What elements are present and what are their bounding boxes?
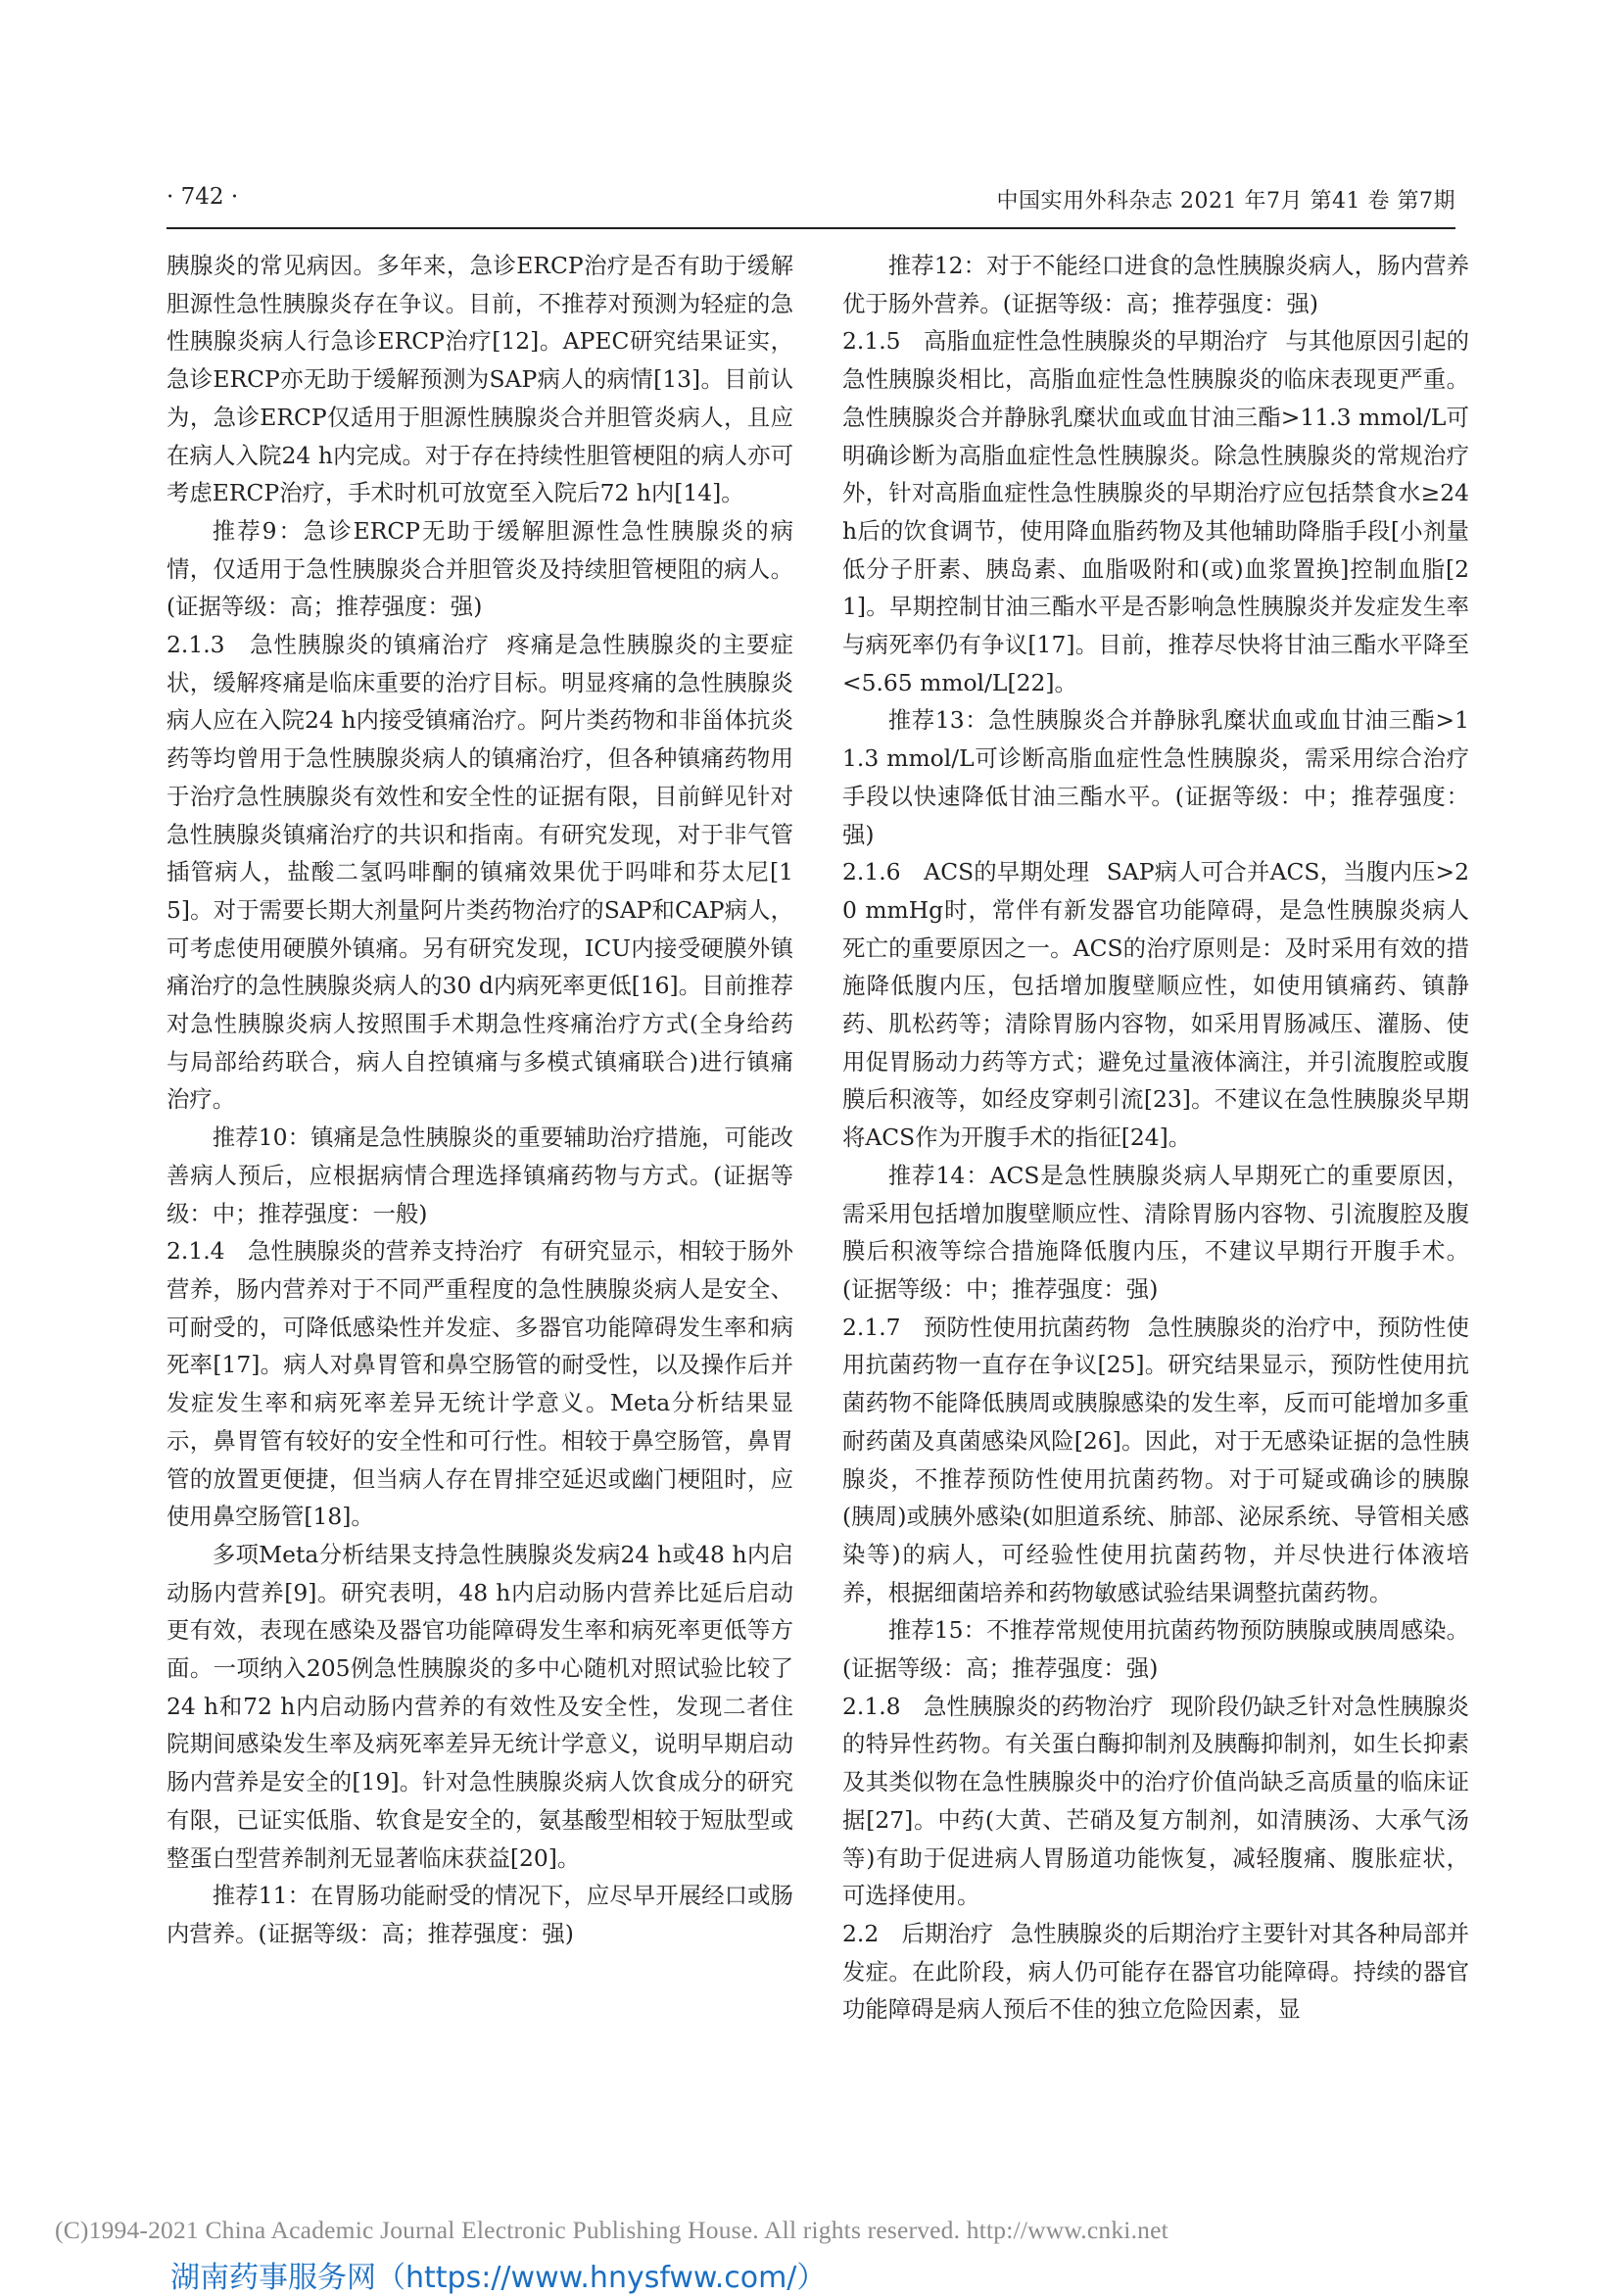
- section-body: 有研究显示，相较于肠外营养，肠内营养对于不同严重程度的急性胰腺炎病人是安全、可耐受的，可降低感染性并发症、多器官功能障碍发生率和病死率[17]。病人对鼻胃管和鼻空肠管的耐受性，以及操作后并发症发生率和病死率差异无统计学意义。Meta分析结果显示，鼻胃管有较好的安全性和可行性。相较于鼻空肠管，鼻胃管的放置更便捷，但当病人存在胃排空延迟或幽门梗阻时，应使用鼻空肠管[18]。: [167, 1237, 794, 1531]
- section-body: 急性胰腺炎的治疗中，预防性使用抗菌药物一直存在争议[25]。研究结果显示，预防性使用抗菌药物不能降低胰周或胰腺感染的发生率，反而可能增加多重耐药菌及真菌感染风险[26]。因此，对于无感染证据的急性胰腺炎，不推荐预防性使用抗菌药物。对于可疑或确诊的胰腺(胰周)或胰外感染(如胆道系统、肺部、泌尿系统、导管相关感染等)的病人，可经验性使用抗菌药物，并尽快进行体液培养，根据细菌培养和药物敏感试验结果调整抗菌药物。: [842, 1313, 1470, 1606]
- section-2-1-4: [167, 1232, 793, 1536]
- journal-citation: 中国实用外科杂志 2021 年7月 第41 卷 第7期: [996, 189, 1455, 214]
- recommendation-15: 推荐15：不推荐常规使用抗菌药物预防胰腺或胰周感染。(证据等级：高；推荐强度：强): [842, 1616, 1469, 1683]
- recommendation-14: 推荐14：ACS是急性胰腺炎病人早期死亡的重要原因，需采用包括增加腹壁顺应性、清除胃肠内容物、引流腹腔及腹膜后积液等综合措施降低腹内压，不建议早期行开腹手术。(证据等级：中；推荐强度：强): [842, 1161, 1469, 1303]
- section-2-1-5: [842, 322, 1469, 701]
- section-2-1-3: [167, 626, 793, 1119]
- recommendation-10: 推荐10：镇痛是急性胰腺炎的重要辅助治疗措施，可能改善病人预后，应根据病情合理选择镇痛药物与方式。(证据等级：中；推荐强度：一般): [167, 1124, 793, 1227]
- section-body: 现阶段仍缺乏针对急性胰腺炎的特异性药物。有关蛋白酶抑制剂及胰酶抑制剂，如生长抑素及其类似物在急性胰腺炎中的治疗价值尚缺乏高质量的临床证据[27]。中药(大黄、芒硝及复方制剂，如清胰汤、大承气汤等)有助于促进病人胃肠道功能恢复，减轻腹痛、腹胀症状，可选择使用。: [842, 1692, 1469, 1910]
- section-heading: 2.2 后期治疗: [842, 1919, 994, 1947]
- copyright-notice: (C)1994-2021 China Academic Journal Electronic Publishing House. All rights reserved. http://www.cnki.net: [55, 2216, 1168, 2244]
- recommendation-11: 推荐11：在胃肠功能耐受的情况下，应尽早开展经口或肠内营养。(证据等级：高；推荐强度：强): [167, 1882, 793, 1947]
- running-header: [167, 184, 1455, 223]
- section-body: 疼痛是急性胰腺炎的主要症状，缓解疼痛是临床重要的治疗目标。明显疼痛的急性胰腺炎病人应在入院24 h内接受镇痛治疗。阿片类药物和非甾体抗炎药等均曾用于急性胰腺炎病人的镇痛治疗，但各种镇痛药物用于治疗急性胰腺炎有效性和安全性的证据有限，目前鲜见针对急性胰腺炎镇痛治疗的共识和指南。有研究发现，对于非气管插管病人，盐酸二氢吗啡酮的镇痛效果优于吗啡和芬太尼[15]。对于需要长期大剂量阿片类药物治疗的SAP和CAP病人，可考虑使用硬膜外镇痛。另有研究发现，ICU内接受硬膜外镇痛治疗的急性胰腺炎病人的30 d内病死率更低[16]。目前推荐对急性胰腺炎病人按照围手术期急性疼痛治疗方式(全身给药与局部给药联合，病人自控镇痛与多模式镇痛联合)进行镇痛治疗。: [167, 631, 794, 1114]
- section-2-2: [842, 1915, 1469, 2029]
- paragraph: 胰腺炎的常见病因。多年来，急诊ERCP治疗是否有助于缓解胆源性急性胰腺炎存在争议。目前，不推荐对预测为轻症的急性胰腺炎病人行急诊ERCP治疗[12]。APEC研究结果证实，急诊ERCP亦无助于缓解预测为SAP病人的病情[13]。目前认为，急诊ERCP仅适用于胆源性胰腺炎合并胆管炎病人，且应在病人入院24 h内完成。对于存在持续性胆管梗阻的病人亦可考虑ERCP治疗，手术时机可放宽至入院后72 h内[14]。: [167, 252, 793, 507]
- recommendation-9: 推荐9：急诊ERCP无助于缓解胆源性急性胰腺炎的病情，仅适用于急性胰腺炎合并胆管炎及持续胆管梗阻的病人。(证据等级：高；推荐强度：强): [167, 516, 793, 621]
- section-body: 急性胰腺炎的后期治疗主要针对其各种局部并发症。在此阶段，病人仍可能存在器官功能障碍。持续的器官功能障碍是病人预后不佳的独立危险因素，显: [842, 1919, 1470, 2024]
- section-body: SAP病人可合并ACS，当腹内压>20 mmHg时，常伴有新发器官功能障碍，是急性胰腺炎病人死亡的重要原因之一。ACS的治疗原则是：及时采用有效的措施降低腹内压，包括增加腹壁顺应性，如使用镇痛药、镇静药、肌松药等；清除胃肠内容物，如采用胃肠减压、灌肠、使用促胃肠动力药等方式；避免过量液体滴注，并引流腹腔或腹膜后积液等，如经皮穿刺引流[23]。不建议在急性胰腺炎早期将ACS作为开腹手术的指征[24]。: [842, 858, 1469, 1152]
- section-heading: 2.1.7 预防性使用抗菌药物: [842, 1313, 1131, 1341]
- section-heading: 2.1.3 急性胰腺炎的镇痛治疗: [167, 631, 490, 659]
- right-column: [842, 247, 1469, 2029]
- section-heading: 2.1.5 高脂血症性急性胰腺炎的早期治疗: [842, 327, 1268, 356]
- section-heading: 2.1.8 急性胰腺炎的药物治疗: [842, 1692, 1154, 1720]
- paragraph: 多项Meta分析结果支持急性胰腺炎发病24 h或48 h内启动肠内营养[9]。研究表明，48 h内启动肠内营养比延后启动更有效，表现在感染及器官功能障碍发生率和病死率更低等方面。一项纳入205例急性胰腺炎的多中心随机对照试验比较了24 h和72 h内启动肠内营养的有效性及安全性，发现二者住院期间感染发生率及病死率差异无统计学意义，说明早期启动肠内营养是安全的[19]。针对急性胰腺炎病人饮食成分的研究有限，已证实低脂、软食是安全的，氨基酸型相较于短肽型或整蛋白型营养制剂无显著临床获益[20]。: [167, 1540, 793, 1872]
- left-column: [167, 247, 793, 1953]
- section-heading: 2.1.4 急性胰腺炎的营养支持治疗: [167, 1237, 524, 1266]
- recommendation-13: 推荐13：急性胰腺炎合并静脉乳糜状血或血甘油三酯>11.3 mmol/L可诊断高脂血症性急性胰腺炎，需采用综合治疗手段以快速降低甘油三酯水平。(证据等级：中；推荐强度：强): [842, 706, 1469, 848]
- recommendation-12: 推荐12：对于不能经口进食的急性胰腺炎病人，肠内营养优于肠外营养。(证据等级：高；推荐强度：强): [842, 252, 1469, 317]
- source-watermark[interactable]: 湖南药事服务网（https://www.hnysfww.com/）: [170, 2261, 827, 2295]
- section-2-1-6: [842, 853, 1469, 1157]
- section-body: 与其他原因引起的急性胰腺炎相比，高脂血症性急性胰腺炎的临床表现更严重。急性胰腺炎合并静脉乳糜状血或血甘油三酯>11.3 mmol/L可明确诊断为高脂血症性急性胰腺炎。除急性胰腺炎的常规治疗外，针对高脂血症性急性胰腺炎的早期治疗应包括禁食水≥24 h后的饮食调节，使用降血脂药物及其他辅助降脂手段[小剂量低分子肝素、胰岛素、血脂吸附和(或)血浆置换]控制血脂[21]。早期控制甘油三酯水平是否影响急性胰腺炎并发症发生率与病死率仍有争议[17]。目前，推荐尽快将甘油三酯水平降至<5.65 mmol/L[22]。: [842, 327, 1470, 696]
- section-heading: 2.1.6 ACS的早期处理: [842, 858, 1090, 886]
- section-2-1-8: [842, 1688, 1469, 1915]
- section-2-1-7: [842, 1309, 1469, 1612]
- header-rule: [167, 227, 1455, 229]
- page-number: · 742 ·: [167, 184, 239, 210]
